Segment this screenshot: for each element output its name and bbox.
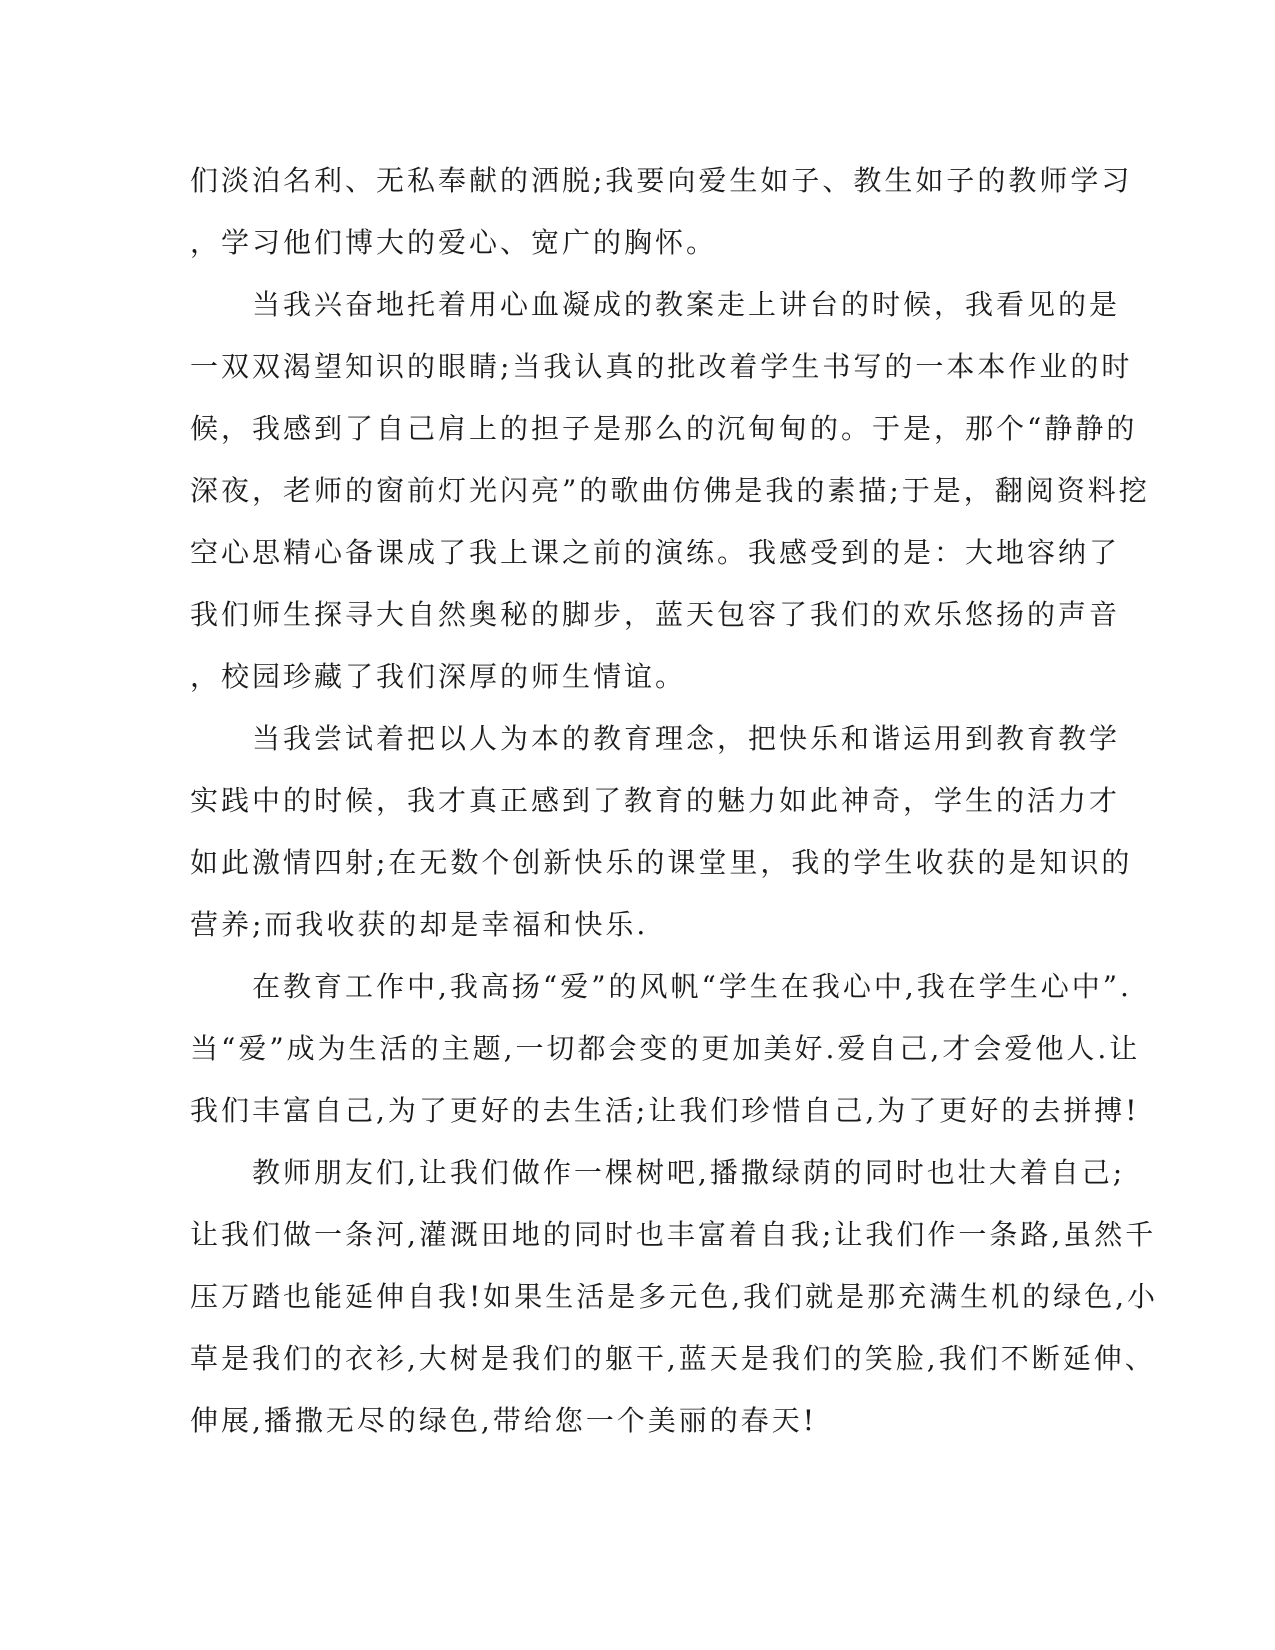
text-line: 当“爱”成为生活的主题,一切都会变的更加美好.爱自己,才会爱他人.让 — [190, 1032, 1141, 1065]
text-line: 们淡泊名利、无私奉献的洒脱;我要向爱生如子、教生如子的教师学习 — [190, 164, 1133, 197]
text-line: ，学习他们博大的爱心、宽广的胸怀。 — [190, 226, 718, 259]
text-line: 在教育工作中,我高扬“爱”的风帆“学生在我心中,我在学生心中”. — [190, 970, 1132, 1003]
text-line: 候，我感到了自己肩上的担子是那么的沉甸甸的。于是，那个“静静的 — [190, 412, 1138, 445]
text-line: 让我们做一条河,灌溉田地的同时也丰富着自我;让我们作一条路,虽然千 — [190, 1218, 1157, 1251]
text-line: 一双双渴望知识的眼睛;当我认真的批改着学生书写的一本本作业的时 — [190, 350, 1133, 383]
text-line: ，校园珍藏了我们深厚的师生情谊。 — [190, 660, 687, 693]
document-body — [190, 162, 1159, 1464]
text-line: 压万踏也能延伸自我!如果生活是多元色,我们就是那充满生机的绿色,小 — [190, 1280, 1159, 1313]
text-line: 深夜，老师的窗前灯光闪亮”的歌曲仿佛是我的素描;于是，翻阅资料挖 — [190, 474, 1150, 507]
text-line: 实践中的时候，我才真正感到了教育的魅力如此神奇，学生的活力才 — [190, 784, 1121, 817]
text-line: 草是我们的衣衫,大树是我们的躯干,蓝天是我们的笑脸,我们不断延伸、 — [190, 1342, 1156, 1375]
text-line: 我们师生探寻大自然奥秘的脚步，蓝天包容了我们的欢乐悠扬的声音 — [190, 598, 1121, 631]
text-line: 当我兴奋地托着用心血凝成的教案走上讲台的时候，我看见的是 — [190, 288, 1121, 321]
text-line: 我们丰富自己,为了更好的去生活;让我们珍惜自己,为了更好的去拼搏! — [190, 1094, 1140, 1127]
text-line: 营养;而我收获的却是幸福和快乐. — [190, 908, 649, 941]
text-line: 伸展,播撒无尽的绿色,带给您一个美丽的春天! — [190, 1404, 818, 1437]
text-line: 当我尝试着把以人为本的教育理念，把快乐和谐运用到教育教学 — [190, 722, 1121, 755]
text-line: 空心思精心备课成了我上课之前的演练。我感受到的是：大地容纳了 — [190, 536, 1121, 569]
text-line: 教师朋友们,让我们做作一棵树吧,播撒绿荫的同时也壮大着自己; — [190, 1156, 1126, 1189]
text-line: 如此激情四射;在无数个创新快乐的课堂里，我的学生收获的是知识的 — [190, 846, 1133, 879]
